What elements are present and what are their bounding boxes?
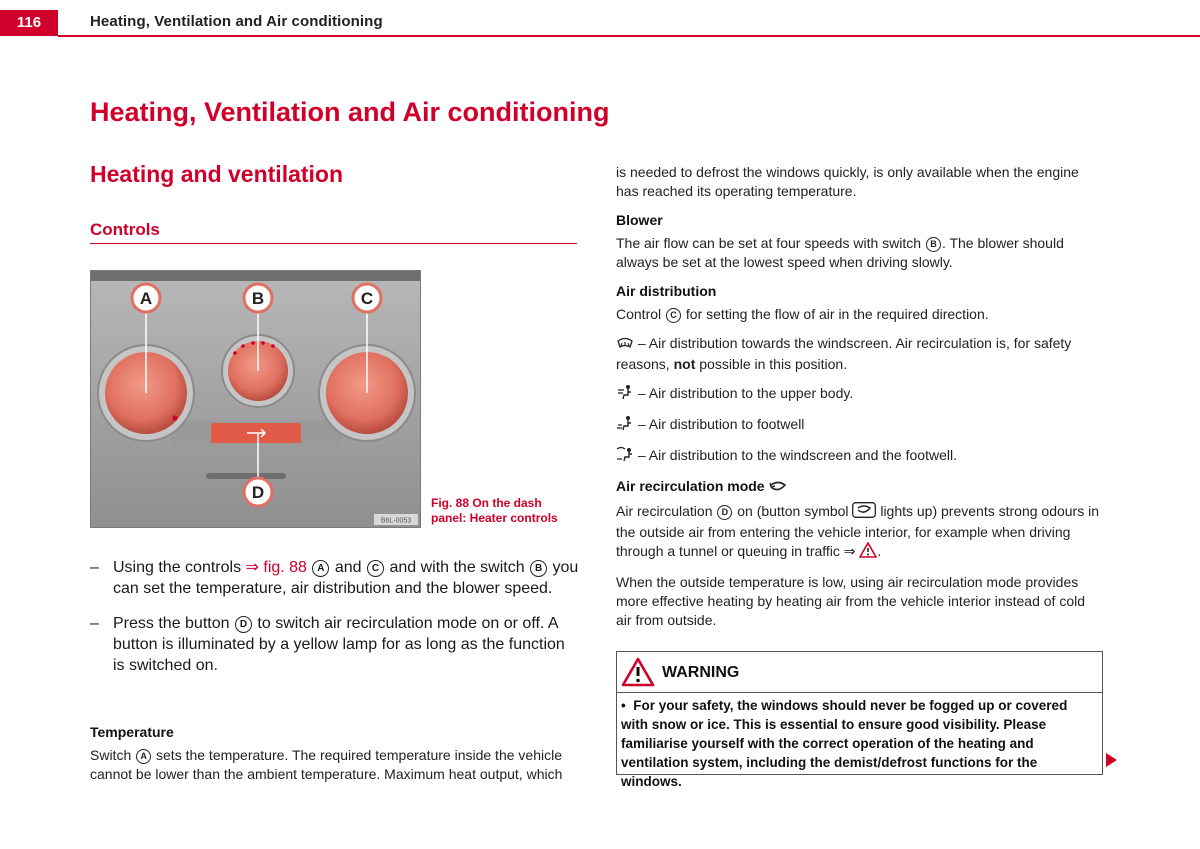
distribution-text: for setting the flow of air in the required direction. bbox=[682, 306, 989, 322]
figure-caption bbox=[431, 496, 558, 526]
control-b-marker: B bbox=[926, 237, 941, 252]
figure-reference-link[interactable]: ⇒ fig. 88 bbox=[245, 559, 307, 576]
blower-heading: Blower bbox=[616, 212, 663, 228]
control-b-marker: B bbox=[530, 560, 547, 577]
chapter-title: Heating, Ventilation and Air conditioning bbox=[90, 97, 610, 127]
distribution-item-text: – Air distribution to the windscreen and the footwell. bbox=[634, 447, 957, 463]
heater-controls-illustration bbox=[91, 271, 421, 528]
windscreen-footwell-icon bbox=[616, 446, 634, 467]
control-a-marker: A bbox=[312, 560, 329, 577]
blower-paragraph bbox=[616, 234, 1102, 272]
recirculation-text: on (button symbol bbox=[733, 503, 853, 519]
figure-label-c: C bbox=[360, 289, 374, 308]
warning-title: WARNING bbox=[662, 664, 740, 681]
continue-arrow-icon bbox=[1106, 753, 1117, 772]
recirculation-icon bbox=[768, 479, 788, 498]
distribution-item-text: – Air distribution to the upper body. bbox=[634, 385, 854, 401]
distribution-item-footwell bbox=[616, 415, 1102, 436]
air-recirculation-paragraph bbox=[616, 502, 1102, 563]
header-rule bbox=[58, 35, 1200, 37]
recirculation-text: . bbox=[877, 543, 882, 559]
warning-bullet: • bbox=[621, 698, 626, 713]
bullet-dash: – bbox=[90, 559, 99, 576]
warning-triangle-icon bbox=[621, 657, 655, 692]
page-number: 116 bbox=[0, 10, 58, 36]
recirculation-text: Air recirculation bbox=[616, 503, 717, 519]
warning-triangle-icon bbox=[859, 542, 877, 563]
warning-box bbox=[616, 651, 1103, 789]
footwell-icon bbox=[616, 415, 634, 436]
bullet-text: Press the button bbox=[113, 615, 234, 632]
list-item bbox=[90, 613, 580, 676]
bullet-text: and with the switch bbox=[385, 559, 530, 576]
distribution-item-windscreen bbox=[616, 334, 1102, 374]
figure-image-code: B6L-0053 bbox=[380, 517, 412, 525]
warning-body bbox=[617, 693, 1102, 791]
control-d-marker: D bbox=[235, 616, 252, 633]
bullet-text: you can set the temperature, air distribution and the blower speed. bbox=[113, 559, 579, 597]
figure-label-d: D bbox=[251, 483, 265, 502]
recirculation-button-icon bbox=[852, 502, 876, 523]
distribution-text: Control bbox=[616, 306, 666, 322]
right-column bbox=[616, 163, 1102, 640]
control-d-marker: D bbox=[717, 505, 732, 520]
windscreen-icon bbox=[616, 336, 634, 355]
control-c-marker: C bbox=[666, 308, 681, 323]
bullet-text: and bbox=[330, 559, 366, 576]
air-recirculation-heading-text: Air recirculation mode bbox=[616, 478, 765, 494]
bullet-text: to switch air recirculation mode on or off. A button is illuminated by a yellow lamp for as long as the function is switched on. bbox=[113, 615, 565, 674]
figure-label-a: A bbox=[139, 289, 153, 308]
running-header: Heating, Ventilation and Air conditioning bbox=[90, 13, 383, 30]
subsection-title: Controls bbox=[90, 220, 160, 239]
distribution-item-text: – Air distribution to footwell bbox=[634, 416, 805, 432]
blower-text: . The blower should always be set at the lowest speed when driving slowly. bbox=[616, 235, 1064, 270]
figure-label-b: B bbox=[251, 289, 265, 308]
distribution-item-upper-body bbox=[616, 384, 1102, 405]
temperature-text-part: Switch bbox=[90, 747, 136, 763]
list-item bbox=[90, 557, 580, 599]
recirculation-text: lights up) prevents strong odours in the outside air from entering the vehicle interior, for example when driving through a tunnel or queuing in traffic bbox=[616, 503, 1100, 559]
warning-header bbox=[617, 652, 1102, 693]
instruction-list bbox=[90, 557, 580, 690]
warning-text: For your safety, the windows should never be fogged up or covered with snow or ice. This is essential to ensure good visibility. Please familiarise yourself with the correct operation of the heating and ventilation system, including the demist/defrost functions for the windows. bbox=[621, 698, 1068, 789]
temperature-heading: Temperature bbox=[90, 724, 174, 740]
control-a-marker: A bbox=[136, 749, 151, 764]
bullet-text: Using the controls bbox=[113, 559, 246, 576]
temperature-text bbox=[90, 746, 580, 784]
temperature-text-part: sets the temperature. The required temperature inside the vehicle cannot be lower than the ambient temperature. Maximum heat output, which bbox=[90, 747, 563, 782]
distribution-item-emphasis: not bbox=[673, 356, 696, 372]
continued-paragraph: is needed to defrost the windows quickly, is only available when the engine has reached its operating temperature. bbox=[616, 164, 1079, 199]
section-title: Heating and ventilation bbox=[90, 161, 344, 187]
subsection-rule bbox=[90, 243, 577, 244]
blower-text: The air flow can be set at four speeds with switch bbox=[616, 235, 925, 251]
distribution-item-windscreen-footwell bbox=[616, 446, 1102, 467]
temperature-section bbox=[90, 723, 580, 784]
control-c-marker: C bbox=[367, 560, 384, 577]
upper-body-icon bbox=[616, 384, 634, 405]
air-recirculation-heading bbox=[616, 477, 1102, 498]
warning-reference-link[interactable]: ⇒ bbox=[843, 543, 856, 559]
low-temperature-paragraph: When the outside temperature is low, using air recirculation mode provides more effective heating by heating air from the vehicle interior instead of cold air from outside. bbox=[616, 574, 1085, 628]
heater-controls-figure bbox=[90, 270, 421, 528]
air-distribution-paragraph bbox=[616, 305, 1102, 324]
distribution-item-text: – Air distribution towards the windscreen. Air recirculation is, for safety reasons, bbox=[616, 335, 1072, 372]
distribution-item-text: possible in this position. bbox=[695, 356, 848, 372]
figure-caption-line-1: Fig. 88 On the dash bbox=[431, 496, 542, 510]
bullet-dash: – bbox=[90, 615, 99, 632]
air-distribution-heading: Air distribution bbox=[616, 283, 717, 299]
figure-caption-line-2: panel: Heater controls bbox=[431, 511, 558, 525]
